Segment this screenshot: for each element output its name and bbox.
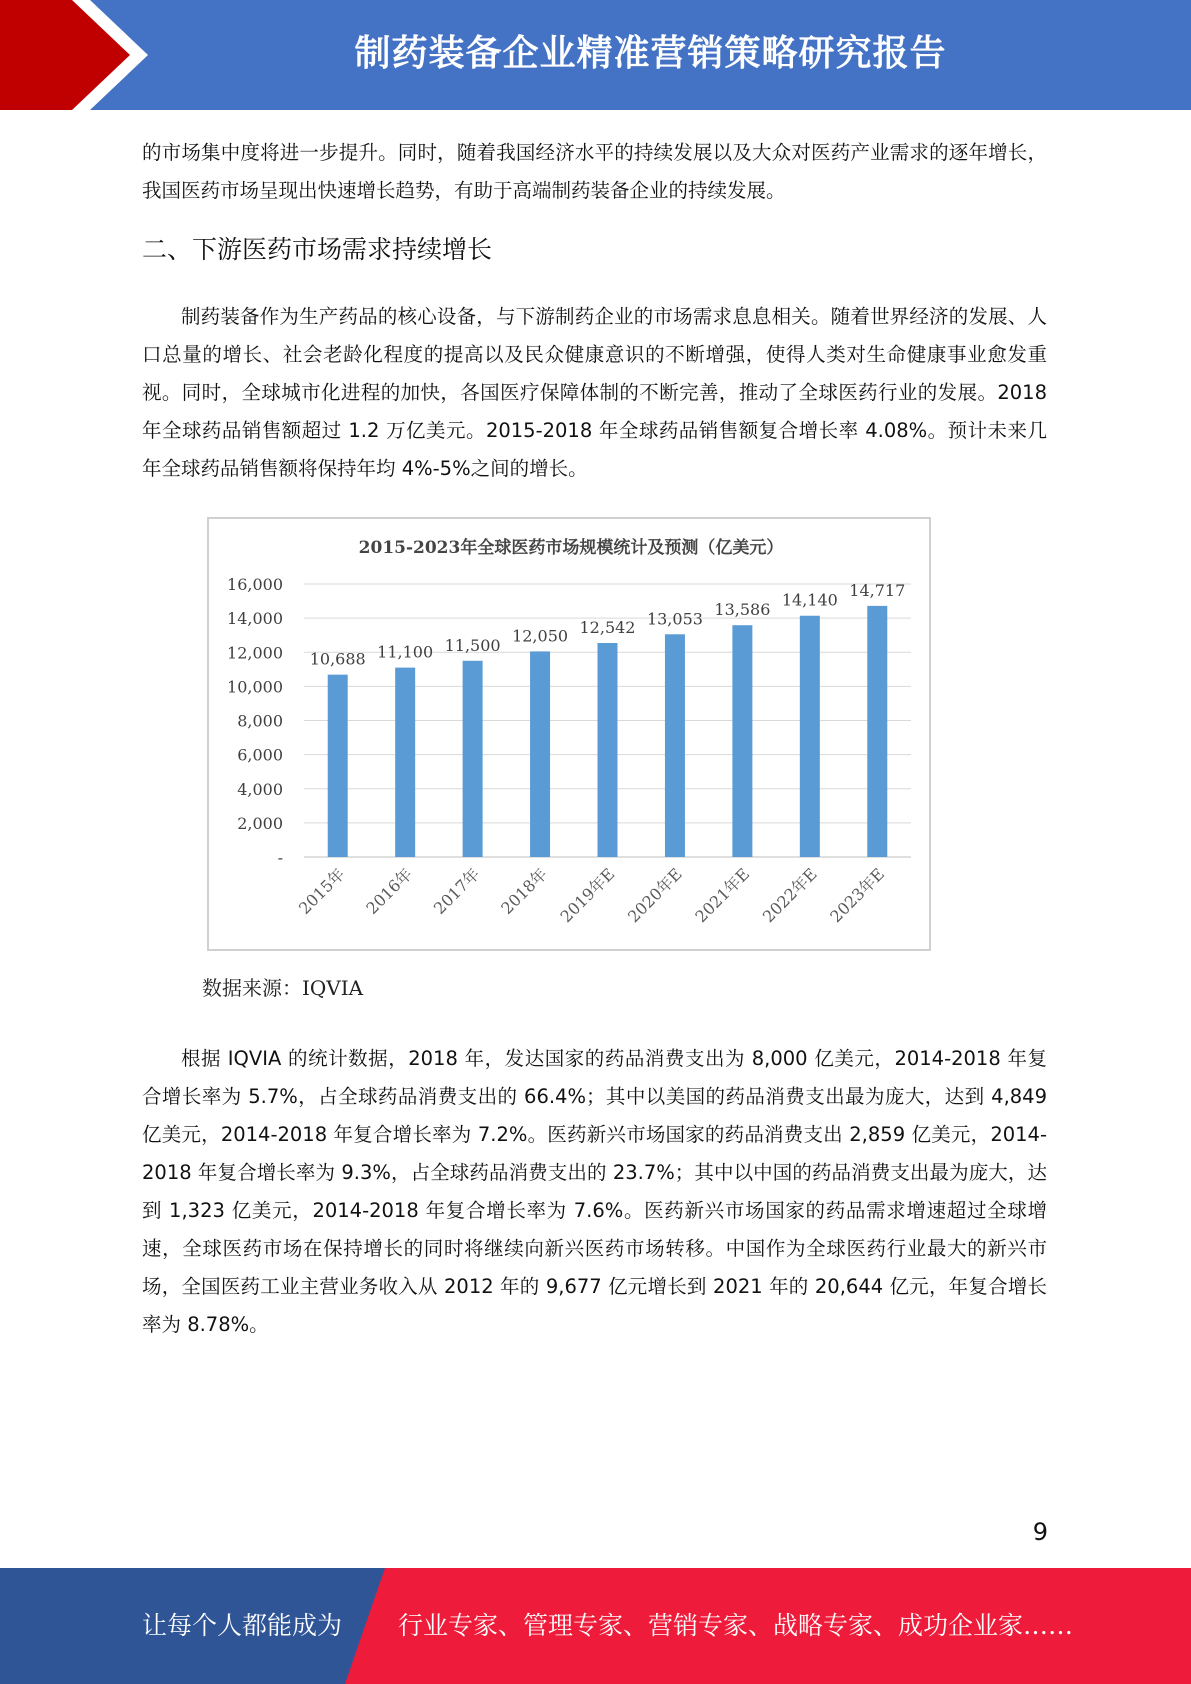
data-label: 14,140 xyxy=(781,590,838,610)
x-tick-label: 2021年E xyxy=(691,864,754,927)
paragraph-iqvia-statistics: 根据 IQVIA 的统计数据，2018 年，发达国家的药品消费支出为 8,000 亿美元，2014-2018 年复合增长率为 5.7%，占全球药品消费支出的 66.4%；其中以美国的药品消费支出最为庞大，达到 4,849 亿美元，2014-2018 年复合增长率为 7.2%。医药新兴市场国家的药品消费支出 2,859 亿美元，2014-2018 年复合增长率为 9.3%，占全球药品消费支出的 23.7%；其中以中国的药品消费支出最为庞大，达到 1,323 亿美元，2014-2018 年复合增长率为 7.6%。医药新兴市场国家的药品需求增速超过全球增速，全球医药市场在保持增长的同时将继续向新兴医药市场转移。中国作为全球医药行业最大的新兴市场，全国医药工业主营业务收入从 2012 年的 9,677 亿元增长到 2021 年的 20,644 亿元，年复合增长率为 8.78%。 xyxy=(142,1047,1047,1336)
y-tick-label: - xyxy=(277,848,283,867)
y-tick-label: 16,000 xyxy=(227,575,283,594)
x-tick-label: 2022年E xyxy=(758,864,821,927)
y-tick-label: 6,000 xyxy=(237,745,283,765)
section-heading: 二、下游医药市场需求持续增长 xyxy=(142,235,493,264)
footer-slogan-left: 让每个人都能成为 xyxy=(142,1611,343,1640)
data-label: 12,542 xyxy=(579,618,636,638)
x-tick-label: 2019年E xyxy=(556,864,619,927)
y-tick-label: 4,000 xyxy=(237,779,283,799)
y-tick-label: 14,000 xyxy=(227,609,283,629)
x-tick-label: 2020年E xyxy=(623,864,686,927)
chart-title: 2015-2023年全球医药市场规模统计及预测（亿美元） xyxy=(358,538,784,558)
paragraph-intro: 的市场集中度将进一步提升。同时，随着我国经济水平的持续发展以及大众对医药产业需求的逐年增长，我国医药市场呈现出快速增长趋势，有助于高端制药装备企业的持续发展。 xyxy=(142,141,1047,202)
paragraph-market-demand: 制药装备作为生产药品的核心设备，与下游制药企业的市场需求息息相关。随着世界经济的发展、人口总量的增长、社会老龄化程度的提高以及民众健康意识的不断增强，使得人类对生命健康事业愈发重视。同时，全球城市化进程的加快，各国医疗保障体制的不断完善，推动了全球医药行业的发展。2018 年全球药品销售额超过 1.2 万亿美元。2015-2018 年全球药品销售额复合增长率 4.08%。预计未来几年全球药品销售额将保持年均 4%-5%之间的增长。 xyxy=(142,305,1047,480)
bar xyxy=(328,675,348,857)
y-tick-label: 2,000 xyxy=(237,813,283,833)
page-number: 9 xyxy=(1032,1518,1048,1546)
data-label: 13,586 xyxy=(714,600,771,620)
footer-slogan-right: 行业专家、管理专家、营销专家、战略专家、成功企业家…… xyxy=(398,1611,1074,1640)
x-tick-label: 2016年 xyxy=(362,864,416,918)
page-footer xyxy=(0,1568,1191,1684)
bar xyxy=(463,661,483,857)
page-header xyxy=(0,0,1191,110)
bar xyxy=(530,651,550,857)
data-label: 11,100 xyxy=(377,642,434,662)
bar xyxy=(800,616,820,857)
x-tick-label: 2023年E xyxy=(826,864,889,927)
x-tick-label: 2017年 xyxy=(429,864,484,918)
x-tick-label: 2015年 xyxy=(294,864,349,918)
bar xyxy=(395,668,415,857)
bar xyxy=(867,606,887,857)
data-source: 数据来源：IQVIA xyxy=(202,976,364,1000)
header-title: 制药装备企业精准营销策略研究报告 xyxy=(354,33,947,74)
data-label: 13,053 xyxy=(646,609,703,629)
chart-canvas xyxy=(209,519,933,953)
x-tick-label: 2018年 xyxy=(497,864,551,918)
bar xyxy=(598,643,618,857)
bar xyxy=(665,634,685,857)
y-tick-label: 12,000 xyxy=(227,643,283,663)
y-tick-label: 8,000 xyxy=(237,711,283,731)
data-label: 14,717 xyxy=(849,580,906,600)
data-label: 12,050 xyxy=(512,626,569,646)
market-size-chart xyxy=(207,517,931,951)
y-tick-label: 10,000 xyxy=(227,677,283,697)
data-label: 10,688 xyxy=(309,649,366,669)
data-label: 11,500 xyxy=(444,635,501,655)
bar xyxy=(732,625,752,857)
